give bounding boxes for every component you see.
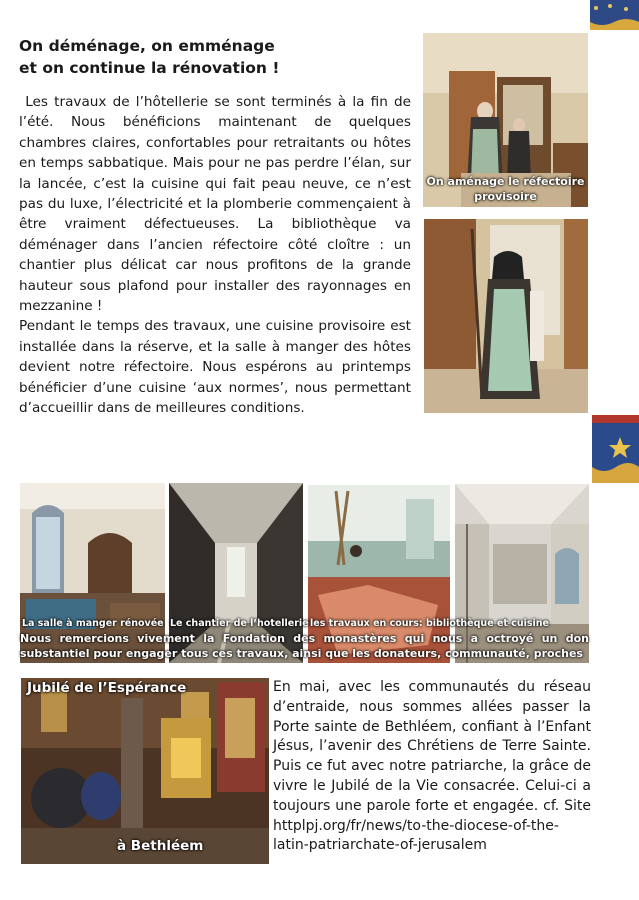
photo-nun-broom <box>424 219 588 413</box>
caption-hotel-construction: Le chantier de l’hotellerie <box>170 618 309 629</box>
title-line-2: et on continue la rénovation ! <box>19 59 280 77</box>
jubilee-place: à Bethléem <box>117 838 204 854</box>
article-title <box>19 35 409 79</box>
caption-dining-room: La salle à manger rénovée <box>22 618 164 629</box>
corner-ornament-side <box>592 415 639 483</box>
paragraph-2: Pendant le temps des travaux, une cuisine provisoire est installée dans la réserve, et la salle à manger des hôtes devient notre réfectoire. Nous espérons au printemps bénéficier d’une cuisine ‘aux normes’, nous permettant d’accueillir dans de meilleures conditions. <box>19 318 411 417</box>
corner-ornament-top <box>590 0 639 30</box>
paragraph-1: Les travaux de l’hôtellerie se sont terminés à la fin de l’été. Nous bénéficions maintenant de quelques chambres claires, confortables pour retraitants ou hôtes en temps sabbatique. Mais pour ne pas perdre l’élan, sur la lancée, c’est la cuisine qui fait peau neuve, ce n’est pas du luxe, l’électricité et la plomberie commençaient à être vraiment défectueuses. La bibliothèque va déménager dans l’ancien réfectoire côté cloître : un chantier plus délicat car nous profitons de la grande hauteur sous plafond pour installer des rayonnages en mezzanine ! <box>19 94 416 315</box>
article-body <box>19 92 416 419</box>
photo-bethlehem-jubilee <box>21 678 269 864</box>
caption-library-kitchen: les travaux en cours: bibliothèque et cuisine <box>310 618 549 629</box>
jubilee-title: Jubilé de l’Espérance <box>27 680 187 696</box>
jubilee-text: En mai, avec les communautés du réseau d’entraide, nous sommes allées passer la Porte sainte de Bethléem, confiant à l’Enfant Jésus, l’avenir des Chrétiens de Terre Sainte. Puis ce fut avec notre patriarche, la grâce de vivre le Jubilé de la Vie consacrée. Celui-ci a toujours une parole forte et engagée. cf. Site httplpj.org/fr/news/to-the-diocese-of-the-latin-patriarchate-of-jerusalem <box>273 679 591 854</box>
thanks-caption: Nous remercions vivement la Fondation des monastères qui nous a octroyé un don substantiel pour engager tous ces travaux, ainsi que les donateurs, communauté, proches <box>20 632 589 660</box>
caption-refectory: On aménage le réfectoire provisoire <box>426 175 585 203</box>
title-line-1: On déménage, on emménage <box>19 37 275 55</box>
photo-refectory-move <box>423 33 588 207</box>
